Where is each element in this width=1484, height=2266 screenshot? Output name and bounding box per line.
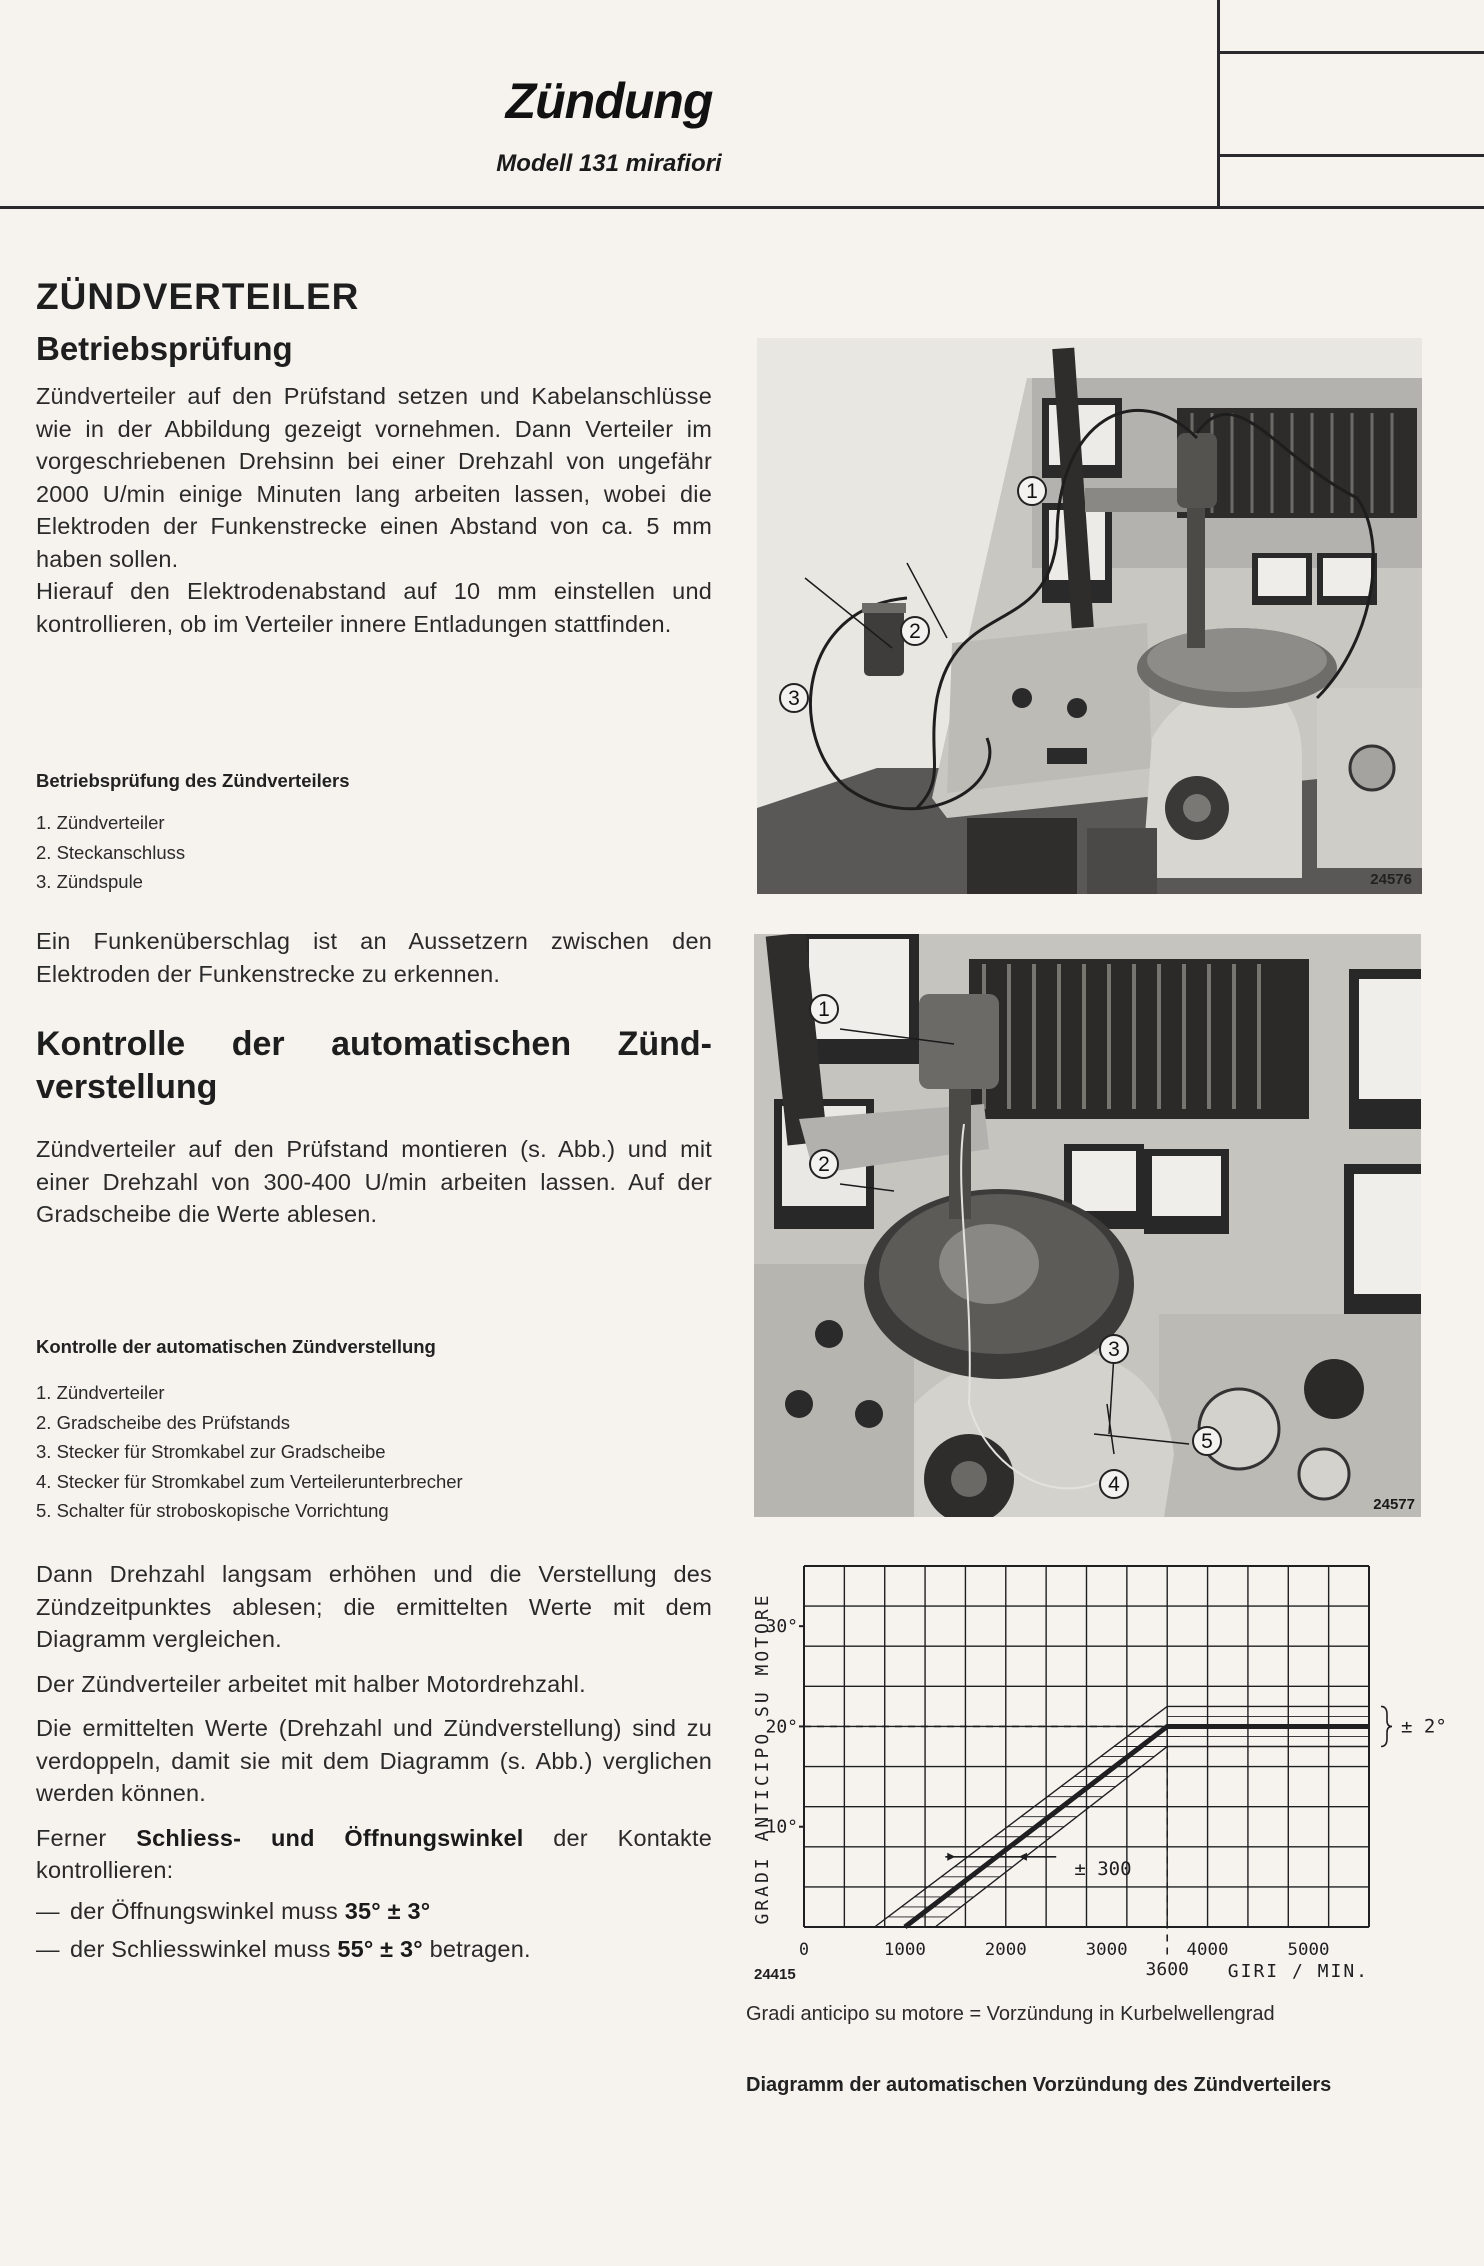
header-box-rule-2 (1218, 154, 1484, 157)
figure2-legend-item: 2. Gradscheibe des Prüfstands (36, 1411, 291, 1433)
figure1-legend-item: 3. Zündspule (36, 871, 143, 892)
y-tick-label: 30° (765, 1616, 798, 1638)
page-subtitle: Modell 131 mirafiori (496, 150, 722, 177)
section1-paragraph: Hierauf den Elektrodenabstand auf 10 mm einstellen und kontrollieren, ob im Verteiler innere Entladungen stattfinden. (36, 578, 712, 637)
angle-label: der Schliesswinkel muss (70, 1936, 338, 1962)
check-prefix: Ferner (36, 1824, 137, 1851)
photo-illustration (757, 338, 1422, 894)
callout-1: 1 (1017, 476, 1047, 506)
section2-intro-text: Zündverteiler auf den Prüfstand montieren (s. Abb.) und mit einer Drehzahl von 300-400 U/min arbeiten lassen. Auf der Gradscheibe die Werte ablesen. (36, 1136, 712, 1227)
contact-angle-check (36, 1822, 712, 1887)
figure1-legend-list (36, 808, 185, 897)
arrowhead-left (947, 1853, 955, 1861)
x-tick-label: 5000 (1287, 1940, 1330, 1960)
angle-item-text (70, 1933, 531, 1966)
photo-reference-number: 24577 (1373, 1496, 1415, 1513)
photo-reference-number: 24576 (1370, 871, 1412, 888)
chart-labels (752, 1592, 1447, 1983)
spark-note-text: Ein Funkenüberschlag ist an Aussetzern zwischen den Elektroden der Funkenstrecke zu erkennen. (36, 928, 712, 987)
figure2-legend-item: 3. Stecker für Stromkabel zur Gradscheibe (36, 1441, 386, 1462)
section2-paragraph: Die ermittelten Werte (Drehzahl und Zündverstellung) sind zu verdoppeln, damit sie mit dem Diagramm (s. Abb.) verglichen werden können. (36, 1715, 712, 1806)
y-tick-label: 10° (765, 1816, 798, 1838)
figure-number: 24415 (754, 1966, 796, 1983)
figure2-legend-item: 4. Stecker für Stromkabel zum Verteilerunterbrecher (36, 1470, 463, 1492)
advance-curve-chart (730, 1550, 1470, 1990)
section2-body (36, 1558, 712, 1966)
figure1-legend-item: 1. Zündverteiler (36, 812, 165, 833)
x-tick-label: 3000 (1085, 1940, 1128, 1960)
chart-caption: Diagramm der automatischen Vorzündung des Zündverteilers (746, 2074, 1332, 2096)
annotation-3600: 3600 (1145, 1959, 1189, 1980)
section1-paragraph: Zündverteiler auf den Prüfstand setzen und Kabelanschlüsse wie in der Abbildung gezeigt vornehmen. Dann Verteiler im vorgeschriebenen Drehsinn bei einer Drehzahl von ungefähr 2000 U/min einige Minuten lang arbeiten lassen, wobei die Elektroden der Funkenstrecke einen Abstand von ca. 5 mm haben sollen. (36, 383, 712, 572)
section1-body (36, 380, 712, 640)
angle-item-text (70, 1895, 430, 1928)
spark-note (36, 925, 712, 990)
y-tick-label: 20° (765, 1716, 798, 1738)
annotation-degree-tolerance: ± 2° (1401, 1715, 1447, 1738)
angle-label: der Öffnungswinkel muss (70, 1897, 345, 1924)
y-axis-label: GRADI ANTICIPO SU MOTORE (752, 1592, 773, 1925)
callout-5: 5 (1192, 1426, 1222, 1456)
figure2-legend-item: 1. Zündverteiler (36, 1382, 165, 1403)
callout-3: 3 (1099, 1334, 1129, 1364)
figure1-legend-item: 2. Steckanschluss (36, 841, 186, 863)
angle-value: 35° ± 3° (344, 1897, 431, 1924)
figure2-caption-title: Kontrolle der automatischen Zündverstellung (36, 1336, 436, 1357)
figure2-legend-item: 5. Schalter für stroboskopische Vorrichtung (36, 1500, 389, 1521)
x-tick-label: 4000 (1186, 1940, 1229, 1960)
x-tick-label: 0 (799, 1940, 809, 1960)
angle-item-closing (36, 1933, 712, 1966)
callout-1: 1 (809, 994, 839, 1024)
section2-intro (36, 1133, 712, 1231)
chart-axis-note: Gradi anticipo su motore = Vorzündung in Kurbelwellengrad (746, 2003, 1275, 2025)
angle-item-opening (36, 1895, 712, 1928)
x-axis-label: GIRI / MIN. (1227, 1961, 1369, 1982)
section-heading-zuendverteiler: ZÜNDVERTEILER (36, 276, 360, 317)
angle-suffix: betragen. (422, 1936, 531, 1962)
photo-distributor-test-bench (757, 338, 1422, 894)
annotation-rpm-tolerance: ± 300 (1074, 1857, 1132, 1880)
dash-bullet: — (36, 1897, 60, 1924)
section2-paragraph: Dann Drehzahl langsam erhöhen und die Verstellung des Zündzeitpunktes ablesen; die ermittelten Werte mit dem Diagramm vergleichen. (36, 1561, 712, 1652)
photo-illustration (754, 934, 1421, 1517)
callout-2: 2 (900, 616, 930, 646)
header-bottom-rule (0, 206, 1484, 209)
chart-marks (804, 1706, 1392, 1955)
tolerance-brace (1381, 1706, 1392, 1746)
figure1-caption-title: Betriebsprüfung des Zündverteilers (36, 770, 350, 791)
section2-paragraph: Der Zündverteiler arbeitet mit halber Motordrehzahl. (36, 1670, 586, 1697)
callout-2: 2 (809, 1149, 839, 1179)
check-suffix: der Kontakte kontrollieren: (36, 1824, 712, 1883)
section-heading-text: Kontrolle der automatischen Zünd-verstellung (36, 1025, 712, 1106)
subheading-betriebspruefung: Betriebsprüfung (36, 330, 293, 367)
page-title: Zündung (505, 73, 713, 129)
header-box-rule-1 (1218, 51, 1484, 54)
section-heading-zuendverstellung (36, 1023, 712, 1109)
callout-4: 4 (1099, 1469, 1129, 1499)
x-tick-label: 1000 (883, 1940, 926, 1960)
callout-3: 3 (779, 683, 809, 713)
check-bold: Schliess- und Öffnungswinkel (136, 1824, 524, 1851)
photo-advance-check (754, 934, 1421, 1517)
x-tick-label: 2000 (984, 1940, 1027, 1960)
figure2-legend-list (36, 1378, 463, 1526)
angle-value: 55° ± 3° (337, 1936, 423, 1962)
dash-bullet: — (36, 1936, 60, 1962)
